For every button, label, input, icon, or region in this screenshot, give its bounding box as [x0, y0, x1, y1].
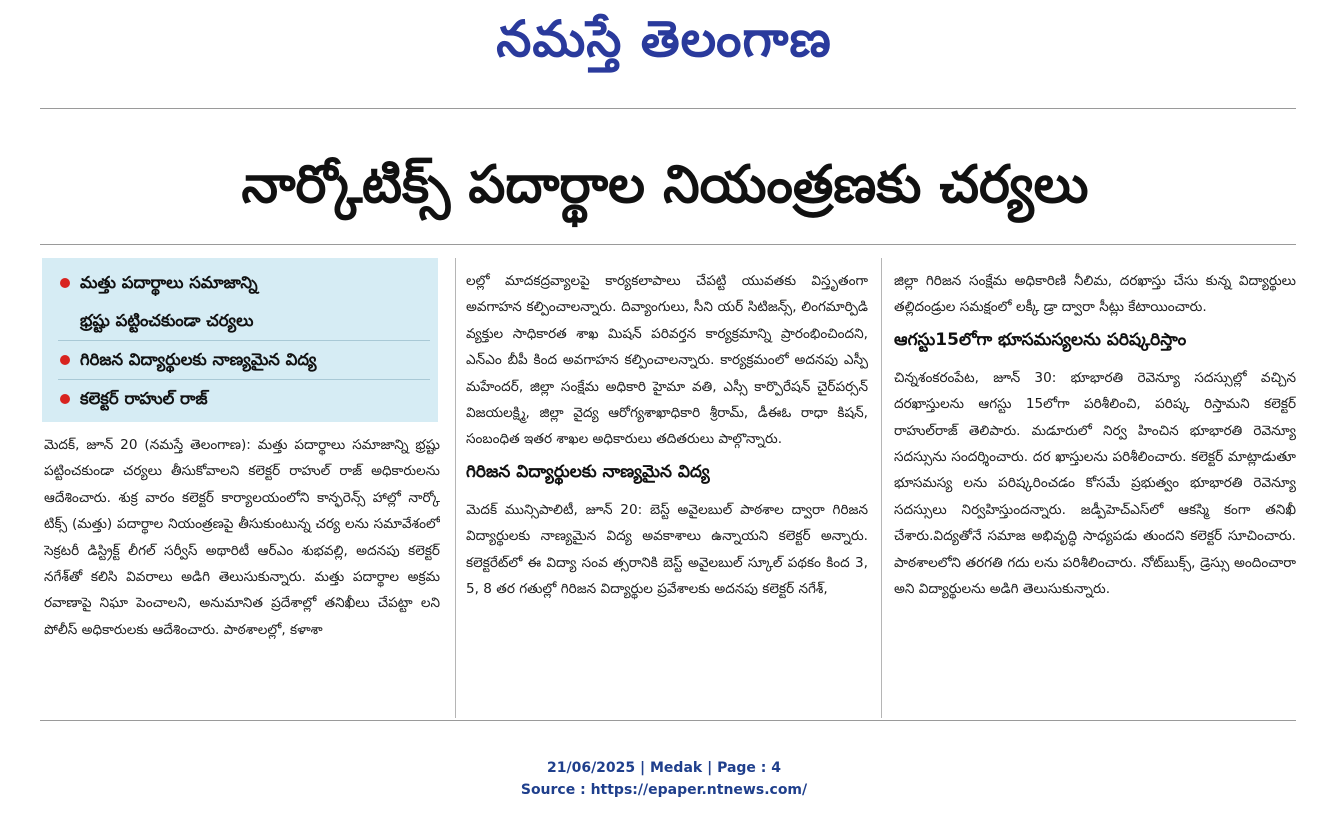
article-column-2 [466, 268, 868, 718]
newspaper-masthead: నమస్తే తెలంగాణ [496, 10, 832, 68]
bottom-rule [40, 720, 1296, 721]
footer-date-line: 21/06/2025 | Medak | Page : 4 [546, 760, 782, 776]
footer-source-line: Source : https://epaper.ntnews.com/ [520, 782, 808, 798]
column-2-body-top: లల్లో మాదకద్రవ్యాలపై కార్యకలాపాలు చేపట్టి యువతకు విస్తృతంగా అవగాహన కల్పించాలన్నారు. దివ్యాంగులు, సీని యర్ సిటిజన్స్, లింగమార్పిడి వ్యక్తుల సాధికారత శాఖ మిషన్ పరివర్తన కార్యక్రమాన్ని ప్రారంభించిందని, ఎన్ఎం బీపీ కింద అవగాహన కల్పించాలన్నారు. కార్యక్రమంలో అదనపు ఎస్పీ మహేందర్, జిల్లా సంక్షేమ అధికారి హైమా వతి, ఎస్సీ కార్పొరేషన్ చైర్‌పర్సన్ విజయలక్ష్మి, జిల్లా వైద్య ఆరోగ్యశాఖాధికారి శ్రీరామ్, డీఈఓ రాధా కిషన్, సంబంధిత ఇతర శాఖల అధికారులు తదితరులు పాల్గొన్నారు. [466, 273, 868, 448]
highlight-text: మత్తు పదార్థాలు సమాజాన్ని [80, 273, 258, 292]
bullet-icon [60, 278, 70, 288]
article-headline: నార్కోటిక్స్ పదార్థాల నియంత్రణకు చర్యలు [241, 155, 1089, 215]
highlight-item [58, 380, 430, 418]
highlight-text: కలెక్టర్ రాహుల్ రాజ్ [80, 389, 208, 408]
column-divider [881, 258, 882, 718]
column-2-subheading: గిరిజన విద్యార్థులకు నాణ్యమైన విద్య [466, 461, 710, 482]
column-2-body-bottom: మెదక్ మున్సిపాలిటీ, జూన్ 20: బెస్ట్ అవైలబుల్ పాఠశాల ద్వారా గిరిజన విద్యార్థులకు నాణ్యమైన విద్య అవకాశాలు ఉన్నాయని కలెక్టర్ అన్నారు. కలెక్టరేట్‌లో ఈ విద్యా సంవ త్సరానికి బెస్ట్ అవైలబుల్ స్కూల్ పథకం కింద 3, 5, 8 తర గతుల్లో గిరిజన విద్యార్థుల ప్రవేశాలకు అదనపు కలెక్టర్ నగేశ్, [466, 501, 868, 598]
masthead-rule [40, 108, 1296, 109]
column-1-body: మెదక్, జూన్ 20 (నమస్తే తెలంగాణ): మత్తు పదార్థాలు సమాజాన్ని భ్రష్టు పట్టించకుండా చర్యలు తీసుకోవాలని కలెక్టర్ రాహుల్ రాజ్ అధికారులను ఆదేశించారు. శుక్ర వారం కలెక్టర్ కార్యాలయంలోని కాన్ఫరెన్స్ హాల్లో నార్కో టిక్స్ (మత్తు) పదార్థాల నియంత్రణపై తీసుకుంటున్న చర్య లను సమావేశంలో సెక్రటరీ డిస్ట్రిక్ట్ లీగల్ సర్వీస్ అథారిటీ ఆర్ఎం శుభవల్లి, అదనపు కలెక్టర్ నగేశ్‌తో కలిసి వివరాలు అడిగి తెలుసుకున్నారు. మత్తు పదార్థాల అక్రమ రవాణాపై నిఘా పెంచాలని, అనుమానిత ప్రదేశాల్లో తనిఖీలు చేపట్టా లని పోలీస్ అధికారులకు ఆదేశించారు. పాఠశాలల్లో, కళాశా [44, 437, 440, 638]
highlight-item [58, 264, 430, 302]
highlight-item [58, 341, 430, 380]
article-column-3 [894, 268, 1296, 718]
highlights-box [42, 258, 438, 422]
column-3-body-top: జిల్లా గిరిజన సంక్షేమ అధికారిణి నీలిమ, దరఖాస్తు చేసు కున్న విద్యార్థులు తల్లిదండ్రుల సమక్షంలో లక్కీ డ్రా ద్వారా సీట్లు కేటాయించారు. [894, 273, 1296, 316]
article-column-1 [44, 432, 440, 718]
column-3-body-bottom: చిన్నశంకరంపేట, జూన్ 30: భూభారతి రెవెన్యూ సదస్సుల్లో వచ్చిన దరఖాస్తులను ఆగస్టు 15లోగా పరిశీలించి, పరిష్క రిస్తామని కలెక్టర్ రాహుల్‌రాజ్ తెలిపారు. మడూరులో నిర్వ హించిన భూభారతి రెవెన్యూ సదస్సును సందర్శించారు. దర ఖాస్తులను పరిశీలించారు. కలెక్టర్ మాట్లాడుతూ భూసమస్య లను పరిష్కరించడం కోసమే ప్రభుత్వం భూభారతి రెవెన్యూ సదస్సులు నిర్వహిస్తుందన్నారు. జడ్పీహెచ్ఎస్‌లో ఆకస్మి కంగా తనిఖీ చేశారు.విద్యతోనే సమాజ అభివృద్ధి సాధ్యపడు తుందని కలెక్టర్ సూచించారు. పాఠశాలలోని తరగతి గదు లను పరిశీలించారు. నోట్‌బుక్స్, డ్రెస్సు అందించారా అని విద్యార్థులను అడిగి తెలుసుకున్నారు. [894, 369, 1296, 598]
highlight-item-continued [58, 302, 430, 341]
headline-rule [40, 244, 1296, 245]
highlight-text: గిరిజన విద్యార్థులకు నాణ్యమైన విద్య [80, 350, 317, 369]
bullet-icon [60, 394, 70, 404]
column-3-subheading: ఆగస్టు15లోగా భూసమస్యలను పరిష్కరిస్తాం [894, 329, 1187, 350]
bullet-icon [60, 355, 70, 365]
column-divider [455, 258, 456, 718]
highlight-text: భ్రష్టు పట్టించకుండా చర్యలు [80, 311, 254, 330]
